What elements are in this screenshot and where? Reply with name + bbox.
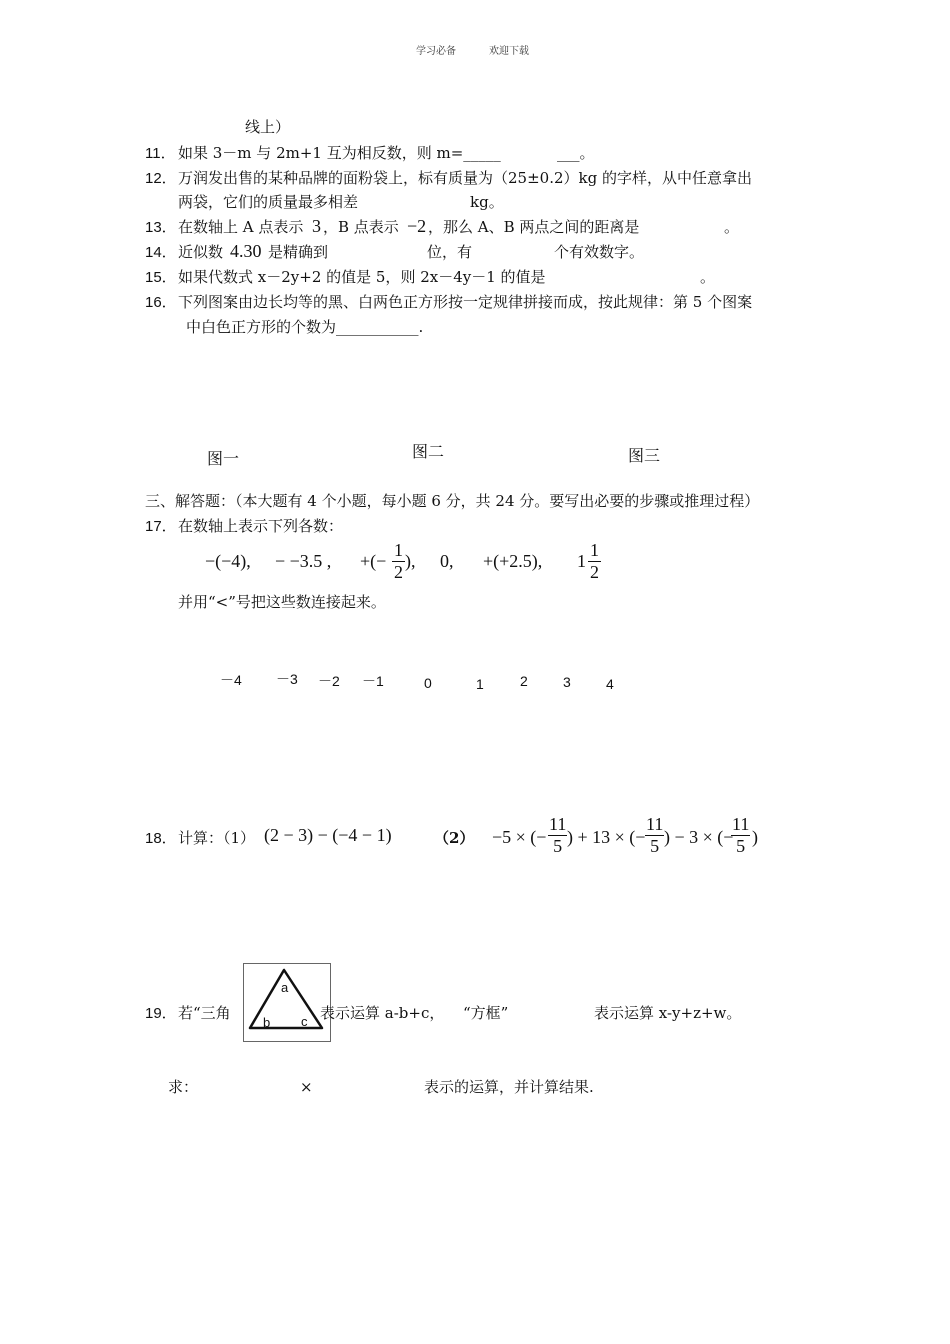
q17-item-4: 0,: [440, 551, 454, 571]
header-right: 欢迎下载: [489, 46, 529, 57]
tick-label: －3: [276, 671, 298, 687]
q18-label-2: （2）: [434, 829, 475, 847]
q13-value-b: −2: [407, 216, 427, 236]
q14-number: 14．: [145, 244, 177, 261]
q17-item-3b: ),: [405, 551, 416, 571]
q17-fraction-1: [392, 540, 405, 582]
q11-number: 11．: [145, 145, 176, 162]
fraction: [645, 814, 664, 856]
figure-label-1: 图一: [207, 449, 240, 468]
q17-fraction-2: [588, 540, 601, 582]
q13-number: 13．: [145, 219, 177, 236]
fraction-numerator: 1: [590, 540, 599, 560]
fraction-numerator: 1: [394, 540, 403, 560]
q17-text: 在数轴上表示下列各数：: [178, 517, 344, 535]
q18-expr-2c: ) − 3 × (−: [664, 827, 734, 847]
q19-text-b: 表示运算 a-b+c，: [320, 1004, 445, 1022]
tick-label: 1: [476, 676, 484, 692]
q16-number: 16．: [145, 294, 177, 311]
section-3-heading: 三、解答题：（本大题有 4 个小题，每小题 6 分，共 24 分。要写出必要的步骤或推理过程）: [145, 492, 760, 510]
q17-item-5: +(+2.5),: [483, 551, 543, 571]
q17-item-2: − −3.5 ,: [275, 551, 332, 571]
fraction: [392, 540, 405, 582]
q19-times: ×: [300, 1078, 313, 1096]
tick-label: －1: [362, 673, 384, 689]
fraction-numerator: 11: [732, 814, 750, 834]
tick-label: －4: [220, 672, 242, 688]
q17-item-1: −(−4),: [205, 551, 251, 571]
q14-text-b: 是精确到: [268, 243, 329, 261]
header-left: 学习必备: [416, 46, 456, 57]
q13-text-a: 在数轴上 A 点表示: [178, 218, 304, 236]
q18-fraction-3: [731, 814, 750, 856]
q13-value-a: 3: [312, 216, 321, 236]
q15-text: 如果代数式 x－2y+2 的值是 5，则 2x－4y－1 的值是: [178, 268, 546, 286]
q18-label: 计算：（1）: [178, 829, 256, 847]
fraction-denominator: 2: [394, 561, 403, 582]
fraction-denominator: 5: [553, 835, 563, 856]
tick-label: 2: [520, 673, 528, 689]
q18-fraction-2: [645, 814, 664, 856]
q13-text-c: ，那么 A、B 两点之间的距离是: [428, 218, 640, 236]
q19-number: 19．: [145, 1005, 177, 1022]
tick-label: 0: [424, 675, 432, 691]
fraction-denominator: 2: [590, 561, 599, 582]
fraction-numerator: 11: [646, 814, 664, 834]
triangle-operator-figure: [243, 963, 331, 1042]
q12-text: 万润发出售的某种品牌的面粉袋上，标有质量为（25±0.2）kg 的字样，从中任意拿出: [178, 169, 752, 187]
q19-text-a: 若“三角: [178, 1004, 231, 1022]
q12-tail: kg。: [470, 193, 504, 211]
fraction: [588, 540, 601, 582]
q17-item-3a: +(−: [360, 551, 387, 571]
q14-value: 4.30: [230, 241, 262, 261]
q14-text-c: 位，有: [427, 243, 473, 261]
q14-text-d: 个有效数字。: [554, 243, 645, 261]
q13-tail: 。: [724, 218, 740, 236]
triangle-label-c: c: [301, 1014, 308, 1029]
fraction-denominator: 5: [736, 835, 746, 856]
q19-text-c: “方框”: [463, 1004, 509, 1022]
tick-label: －2: [318, 673, 340, 689]
q19-request-tail: 表示的运算，并计算结果.: [424, 1078, 594, 1096]
q17-line2: 并用“<”号把这些数连接起来。: [178, 593, 386, 611]
carry-line: 线上）: [245, 118, 291, 136]
q11-text: 如果 3－m 与 2m+1 互为相反数，则 m=_____: [178, 144, 501, 162]
q14-text-a: 近似数: [178, 243, 224, 261]
q18-expr-2b: ) + 13 × (−: [567, 827, 646, 847]
q19-request: 求：: [168, 1078, 199, 1096]
q11-tail: ___。: [557, 144, 595, 162]
q18-expr-2d: ): [752, 827, 758, 847]
q18-expr-2a: −5 × (−: [492, 827, 547, 847]
tick-label: 4: [606, 676, 614, 692]
fraction: [548, 814, 567, 856]
q18-fraction-1: [548, 814, 567, 856]
figure-label-2: 图二: [412, 442, 445, 461]
tick-label: 3: [563, 674, 571, 690]
q12-line2: 两袋，它们的质量最多相差: [178, 193, 359, 211]
q15-tail: 。: [700, 268, 716, 286]
q17-item-6: 1: [577, 551, 586, 571]
q18-expr-1: (2 − 3) − (−4 − 1): [264, 825, 392, 845]
q16-text: 下列图案由边长均等的黑、白两色正方形按一定规律拼接而成，按此规律：第 5 个图案: [178, 293, 753, 311]
q18-number: 18．: [145, 830, 177, 847]
q16-line2: 中白色正方形的个数为___________.: [186, 318, 424, 336]
figure-label-3: 图三: [628, 446, 661, 465]
triangle-icon: [244, 964, 330, 1041]
q15-number: 15．: [145, 269, 177, 286]
fraction: [731, 814, 750, 856]
fraction-numerator: 11: [549, 814, 567, 834]
triangle-label-a: a: [281, 980, 289, 995]
q17-number: 17．: [145, 518, 177, 535]
fraction-denominator: 5: [650, 835, 660, 856]
q19-text-d: 表示运算 x-y+z+w。: [594, 1004, 742, 1022]
q12-number: 12．: [145, 170, 177, 187]
q13-text-b: ，B 点表示: [323, 218, 399, 236]
triangle-label-b: b: [263, 1015, 271, 1030]
